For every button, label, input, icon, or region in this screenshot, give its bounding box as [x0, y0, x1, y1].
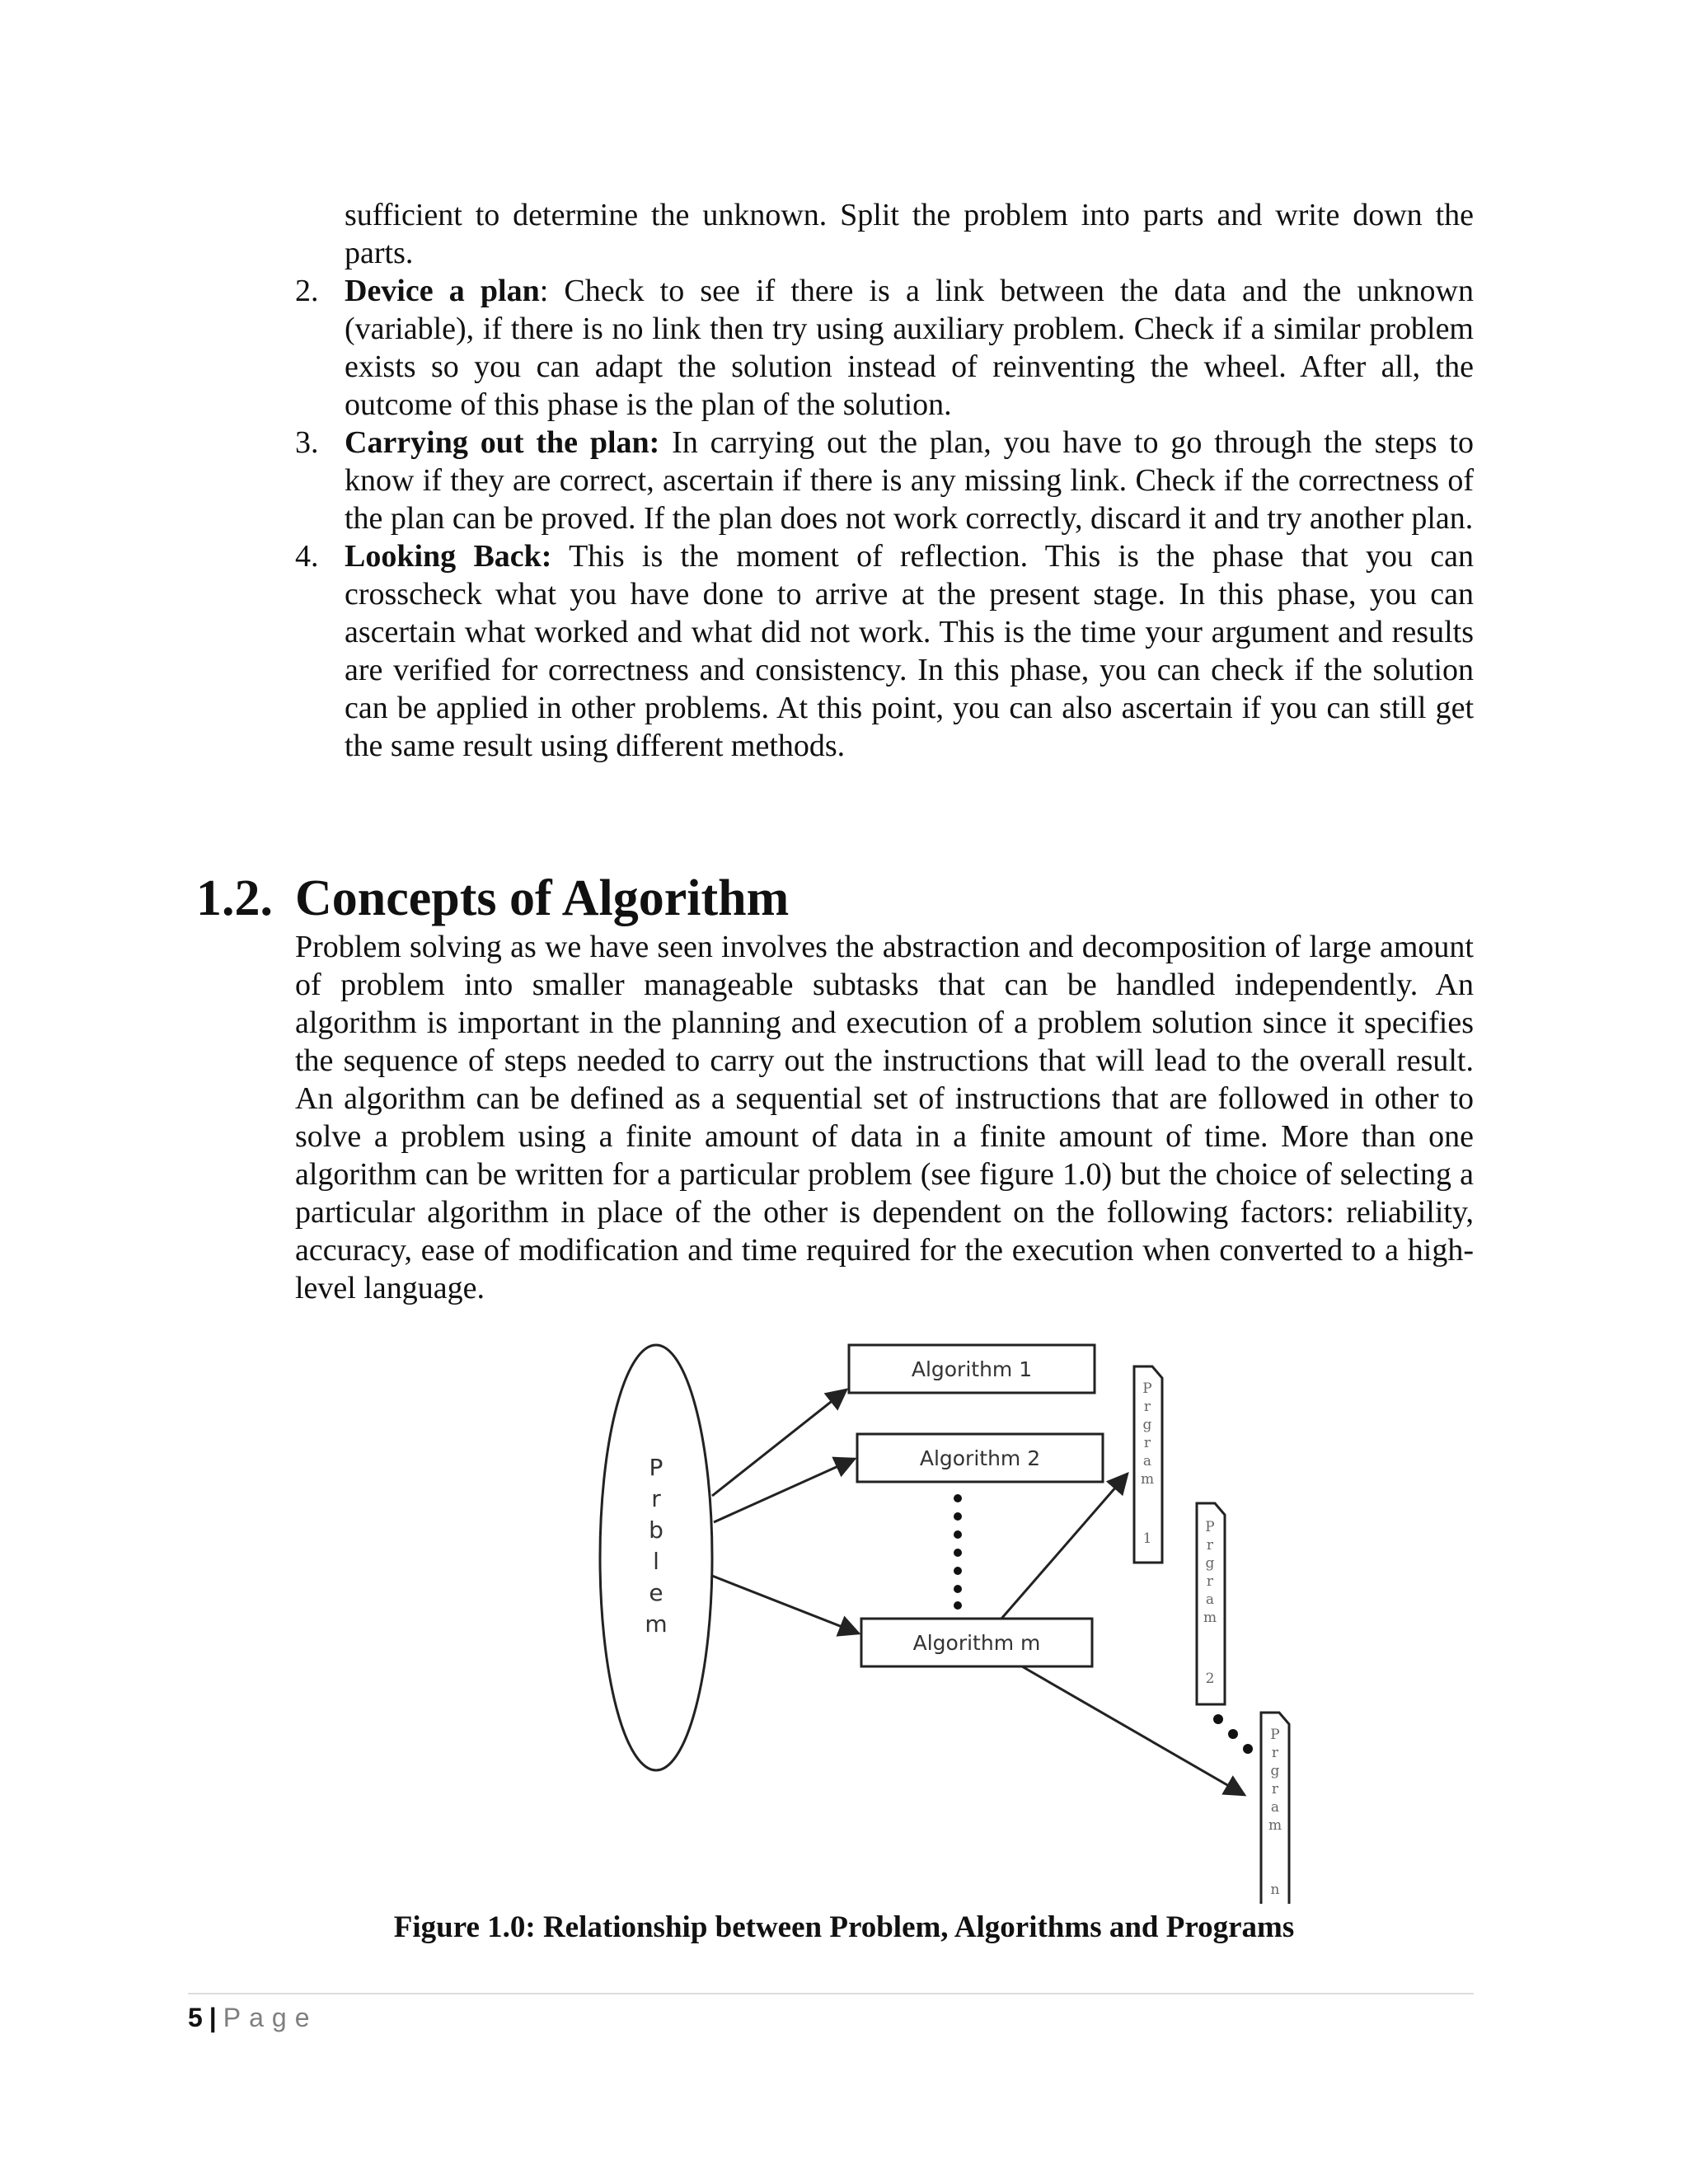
- step-title: Looking Back:: [345, 539, 552, 574]
- program-number: n: [1270, 1882, 1280, 1898]
- page-footer: [188, 1999, 317, 2036]
- program-number: 1: [1142, 1530, 1152, 1547]
- program-letter: r: [1271, 1781, 1279, 1797]
- footer-separator: |: [209, 2003, 217, 2032]
- program-letter: r: [1206, 1537, 1214, 1554]
- page-label: Page: [223, 2003, 318, 2032]
- program-letter: r: [1271, 1745, 1279, 1761]
- program-number: 2: [1205, 1671, 1215, 1687]
- problem-letter: e: [649, 1579, 663, 1606]
- arrow: [712, 1390, 846, 1496]
- section-title: Concepts of Algorithm: [295, 870, 790, 926]
- program-letter: r: [1143, 1435, 1151, 1451]
- arrow: [712, 1576, 859, 1633]
- step-number: 2.: [295, 274, 319, 308]
- section-body: Problem solving as we have seen involves the abstraction and decomposition of large amount of problem into smaller manageable subtasks that can be handled independently. An algorithm is important in the planning and execution of a problem solution since it specifies the sequence of steps needed to carry out the instructions that will lead to the overall result. An algorithm can be defined as a sequential set of instructions that are followed in other to solve a problem using a finite amount of data in a finite amount of time. More than one algorithm can be written for a particular problem (see figure 1.0) but the choice of selecting a particular algorithm in place of the other is dependent on the following factors: reliability, accuracy, ease of modification and time required for the execution when converted to a high-level language.: [295, 930, 1474, 1305]
- algorithm-1-label: Algorithm 1: [911, 1357, 1033, 1381]
- figure-caption: Figure 1.0: Relationship between Problem, Algorithms and Programs: [393, 1910, 1295, 1944]
- arrow: [1001, 1474, 1128, 1619]
- problem-letter: P: [649, 1454, 663, 1481]
- page-number: 5: [188, 2003, 203, 2032]
- program-letter: a: [1270, 1799, 1280, 1816]
- problem-letter: m: [645, 1610, 668, 1638]
- program-letter: m: [1203, 1610, 1217, 1626]
- step-text: : Check to see if there is a link between the data and the unknown (variable), if there is no link then try using auxiliary problem. Check if a similar problem exists so you can adapt the solution instead of reinventing the wheel. After all, the outcome of this phase is the plan of the solution.: [345, 274, 1474, 422]
- problem-solving-steps: [295, 272, 1474, 765]
- problem-letter: b: [649, 1516, 663, 1544]
- section-number: 1.2.: [196, 870, 273, 926]
- list-item: [295, 272, 1474, 424]
- step-text: In carrying out the plan, you have to go through the steps to know if they are correct, ascertain if there is any missing link. Check if the correctness of the plan can be proved. If the plan does not work correctly, discard it and try another plan.: [345, 425, 1474, 536]
- program-ellipsis-dots: [1213, 1714, 1253, 1754]
- intro-continuation: sufficient to determine the unknown. Split the problem into parts and write down the parts.: [345, 198, 1474, 270]
- step-text: This is the moment of reflection. This is the phase that you can crosscheck what you have done to arrive at the present stage. In this phase, you can ascertain what worked and what did not work. This is the time your argument and results are verified for correctness and consistency. In this phase, you can check if the solution can be applied in other problems. At this point, you can also ascertain if you can still get the same result using different methods.: [345, 539, 1475, 763]
- list-item: [295, 424, 1474, 537]
- program-letter: P: [1270, 1727, 1280, 1743]
- algorithm-figure: [577, 1327, 1319, 1904]
- program-letter: r: [1143, 1399, 1151, 1415]
- program-letter: r: [1206, 1573, 1214, 1590]
- list-item: [295, 537, 1474, 765]
- program-letter: P: [1205, 1519, 1215, 1535]
- program-letter: a: [1205, 1591, 1215, 1608]
- program-letter: g: [1142, 1417, 1152, 1433]
- step-number: 3.: [295, 425, 319, 460]
- section-heading: [196, 865, 789, 931]
- program-letter: g: [1270, 1763, 1280, 1779]
- program-letter: g: [1205, 1555, 1215, 1572]
- program-letter: m: [1268, 1817, 1282, 1834]
- step-title: Device a plan: [345, 274, 540, 308]
- ellipsis-dots: [954, 1494, 962, 1610]
- program-letter: a: [1142, 1453, 1152, 1469]
- algorithm-2-label: Algorithm 2: [919, 1446, 1041, 1470]
- problem-letter: r: [651, 1485, 661, 1512]
- arrow: [714, 1459, 855, 1522]
- program-letter: P: [1142, 1380, 1152, 1397]
- step-title: Carrying out the plan:: [345, 425, 660, 460]
- footer-divider: [188, 1993, 1474, 1994]
- step-number: 4.: [295, 539, 319, 574]
- program-letter: m: [1140, 1471, 1155, 1488]
- algorithm-m-label: Algorithm m: [912, 1631, 1041, 1655]
- problem-letter: l: [653, 1548, 659, 1575]
